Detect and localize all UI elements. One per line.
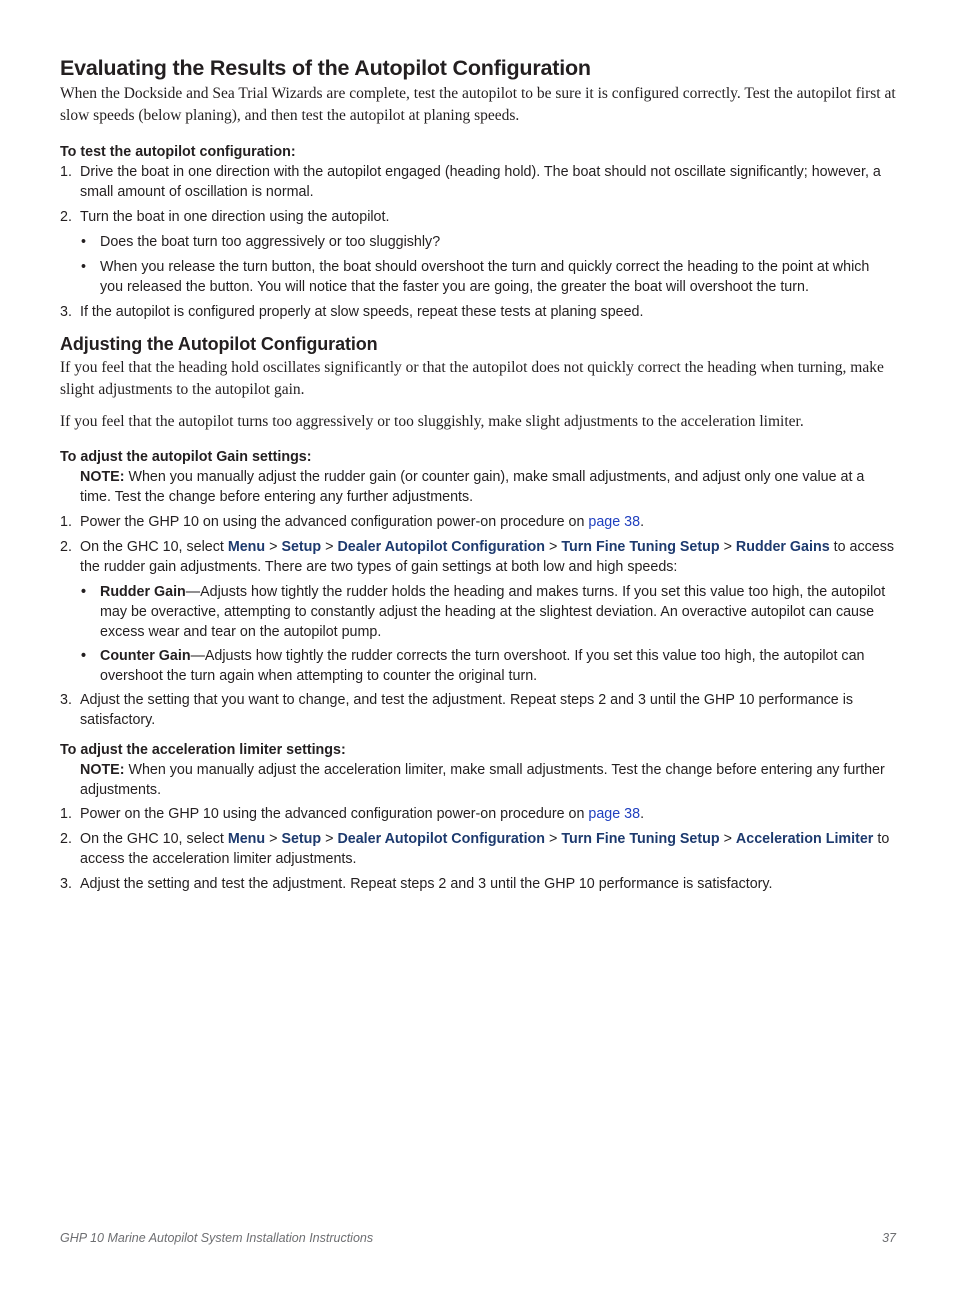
bullet-icon: • bbox=[81, 234, 87, 250]
bullet-icon: • bbox=[81, 584, 87, 600]
step-text-end: . bbox=[640, 806, 645, 822]
document-page bbox=[60, 54, 896, 894]
step-number: 2. bbox=[60, 209, 72, 225]
note-text: When you manually adjust the rudder gain (or counter gain), make small adjustments, and adjust only one value at a time. Test the change before entering any further adjustments. bbox=[80, 469, 865, 505]
page-footer bbox=[60, 1229, 896, 1247]
list-item bbox=[60, 257, 896, 297]
gain-steps-list bbox=[60, 512, 896, 577]
note-label: NOTE: bbox=[80, 762, 125, 778]
step-text-end: to access the acceleration limiter adjustments. bbox=[80, 831, 890, 867]
procedure-title-gain: To adjust the autopilot Gain settings: bbox=[60, 449, 312, 465]
section-title-adjusting: Adjusting the Autopilot Configuration bbox=[60, 334, 378, 354]
step-number: 1. bbox=[60, 164, 72, 180]
bullet-text: —Adjusts how tightly the rudder holds the heading and makes turns. If you set this value too high, the autopilot may be overactive, attempting to constantly adjust the heading at the slightest deviation. An overactive autopilot can cause excess wear and tear on the autopilot pump. bbox=[100, 584, 886, 640]
menu-path-setup: Setup bbox=[281, 539, 322, 555]
step-number: 1. bbox=[60, 514, 72, 530]
list-item bbox=[60, 582, 896, 642]
bullet-icon: • bbox=[81, 648, 87, 664]
gain-steps-list-continued bbox=[60, 690, 896, 730]
step-text: Adjust the setting that you want to change, and test the adjustment. Repeat steps 2 and 3 until the GHP 10 performance is satisfactory. bbox=[80, 692, 854, 728]
procedure-title-accel: To adjust the acceleration limiter settings: bbox=[60, 742, 346, 758]
step-number: 3. bbox=[60, 304, 72, 320]
accel-steps-list bbox=[60, 804, 896, 894]
step-text: Power the GHP 10 on using the advanced configuration power-on procedure on bbox=[80, 514, 589, 530]
step-text: Power on the GHP 10 using the advanced configuration power-on procedure on bbox=[80, 806, 589, 822]
adjusting-paragraph-2: If you feel that the autopilot turns too aggressively or too sluggishly, make slight adjustments to the acceleration limiter. bbox=[60, 413, 804, 430]
menu-path-dealer-config: Dealer Autopilot Configuration bbox=[337, 831, 546, 847]
step-text: On the GHC 10, select bbox=[80, 539, 228, 555]
path-separator: > bbox=[265, 831, 282, 847]
bullet-term: Rudder Gain bbox=[100, 584, 186, 600]
path-separator: > bbox=[545, 539, 562, 555]
intro-paragraph: When the Dockside and Sea Trial Wizards are complete, test the autopilot to be sure it is configured correctly. Test the autopilot first at slow speeds (below planing), and then test the autopilot at planing speeds. bbox=[60, 85, 896, 124]
path-separator: > bbox=[321, 831, 338, 847]
list-item bbox=[60, 537, 896, 577]
list-item bbox=[60, 874, 896, 894]
list-item bbox=[60, 829, 896, 869]
step-text: Drive the boat in one direction with the autopilot engaged (heading hold). The boat should not oscillate significantly; however, a small amount of oscillation is normal. bbox=[80, 164, 881, 200]
menu-path-menu: Menu bbox=[227, 831, 266, 847]
procedure-title-test: To test the autopilot configuration: bbox=[60, 144, 296, 160]
test-steps-list-continued bbox=[60, 302, 896, 322]
menu-path-fine-tuning: Turn Fine Tuning Setup bbox=[561, 539, 720, 555]
list-item bbox=[60, 302, 896, 322]
path-separator: > bbox=[265, 539, 282, 555]
gain-bullets-list bbox=[60, 582, 896, 686]
menu-path-menu: Menu bbox=[227, 539, 266, 555]
bullet-term: Counter Gain bbox=[100, 648, 191, 664]
path-separator: > bbox=[719, 539, 736, 555]
list-item bbox=[60, 207, 896, 227]
step-number: 1. bbox=[60, 806, 72, 822]
step-text: Turn the boat in one direction using the autopilot. bbox=[80, 209, 390, 225]
step-text: Adjust the setting and test the adjustment. Repeat steps 2 and 3 until the GHP 10 performance is satisfactory. bbox=[80, 876, 773, 892]
bullet-text: —Adjusts how tightly the rudder corrects the turn overshoot. If you set this value too high, the autopilot can overshoot the turn again when attempting to counter the original turn. bbox=[100, 648, 865, 684]
section-title-evaluating: Evaluating the Results of the Autopilot Configuration bbox=[60, 56, 591, 80]
footer-title: GHP 10 Marine Autopilot System Installation Instructions bbox=[60, 1231, 374, 1245]
list-item bbox=[60, 690, 896, 730]
list-item bbox=[60, 162, 896, 202]
page-number: 37 bbox=[882, 1231, 896, 1245]
test-steps-list bbox=[60, 162, 896, 227]
note-label: NOTE: bbox=[80, 469, 125, 485]
path-separator: > bbox=[719, 831, 736, 847]
menu-path-acceleration-limiter: Acceleration Limiter bbox=[735, 831, 874, 847]
note-text: When you manually adjust the acceleration limiter, make small adjustments. Test the change before entering any further adjustments. bbox=[80, 762, 885, 798]
note-gain bbox=[80, 467, 896, 507]
menu-path-dealer-config: Dealer Autopilot Configuration bbox=[337, 539, 546, 555]
bullet-icon: • bbox=[81, 259, 87, 275]
note-accel bbox=[80, 760, 896, 800]
list-item bbox=[60, 232, 896, 252]
adjusting-paragraph-1: If you feel that the heading hold oscillates significantly or that the autopilot does not quickly correct the heading when turning, make slight adjustments to the autopilot gain. bbox=[60, 359, 884, 398]
path-separator: > bbox=[321, 539, 338, 555]
list-item bbox=[60, 512, 896, 532]
list-item bbox=[60, 646, 896, 686]
menu-path-setup: Setup bbox=[281, 831, 322, 847]
menu-path-fine-tuning: Turn Fine Tuning Setup bbox=[561, 831, 720, 847]
test-bullets-list bbox=[60, 232, 896, 297]
menu-path-rudder-gains: Rudder Gains bbox=[735, 539, 830, 555]
page-38-link[interactable]: page 38 bbox=[588, 514, 641, 530]
path-separator: > bbox=[545, 831, 562, 847]
bullet-text: Does the boat turn too aggressively or too sluggishly? bbox=[100, 234, 441, 250]
page-38-link[interactable]: page 38 bbox=[588, 806, 641, 822]
list-item bbox=[60, 804, 896, 824]
bullet-text: When you release the turn button, the boat should overshoot the turn and quickly correct the heading to the point at which you released the button. You will notice that the faster you are going, the greater the boat will overshoot the turn. bbox=[100, 259, 870, 295]
step-text: If the autopilot is configured properly at slow speeds, repeat these tests at planing speed. bbox=[80, 304, 644, 320]
step-number: 2. bbox=[60, 831, 72, 847]
step-number: 3. bbox=[60, 692, 72, 708]
step-number: 2. bbox=[60, 539, 72, 555]
step-text: On the GHC 10, select bbox=[80, 831, 228, 847]
step-text-end: to access the rudder gain adjustments. There are two types of gain settings at both low and high speeds: bbox=[80, 539, 895, 575]
step-text-end: . bbox=[640, 514, 645, 530]
step-number: 3. bbox=[60, 876, 72, 892]
